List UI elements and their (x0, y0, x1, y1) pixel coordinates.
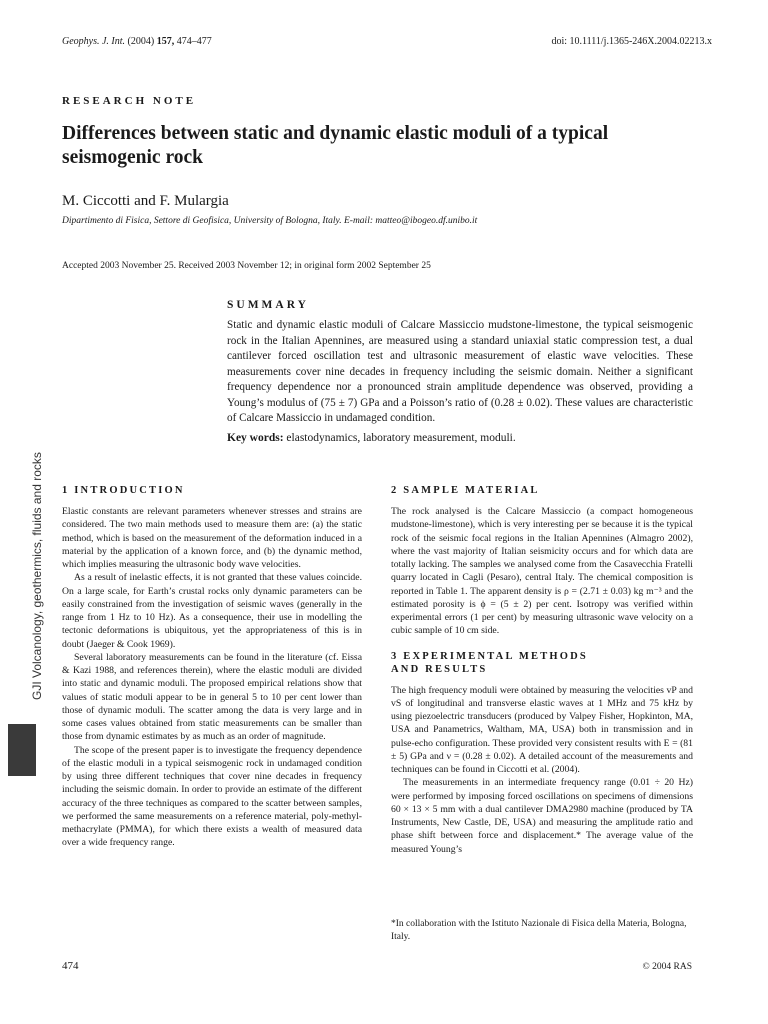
page-number: 474 (62, 960, 79, 972)
copyright: © 2004 RAS (642, 962, 692, 972)
sidebar-marker-block (8, 724, 36, 776)
running-header-citation (62, 36, 212, 47)
keywords (227, 432, 516, 444)
journal-name: Geophys. J. Int. (62, 36, 126, 47)
heading-methods-line-2: AND RESULTS (391, 663, 488, 675)
journal-volume: 157, (156, 36, 175, 47)
paper-title: Differences between static and dynamic elastic moduli of a typical seismogenic rock (62, 123, 609, 168)
summary-heading: SUMMARY (227, 299, 309, 311)
intro-paragraph-2: As a result of inelastic effects, it is not granted that these values coincide. On a large scale, for Earth’s crustal rocks only dynamic parameters can be easily constrained from the investigation of seismic waves (generally in the range from 1 Hz to 10 Hz). As a consequence, their use in modelling the tectonic deformations is ubiquitous, yet the appropriateness of this is in doubt (Jaeger & Cook 1969). (62, 572, 362, 650)
heading-methods-line-1: 3 EXPERIMENTAL METHODS (391, 650, 588, 662)
column-right (391, 484, 693, 856)
keywords-list: elastodynamics, laboratory measurement, moduli. (286, 432, 516, 444)
methods-paragraph-1: The high frequency moduli were obtained by measuring the velocities vP and vS of longitudinal and transverse elastic waves at 1 MHz and 75 kHz by using piezoelectric transducers (produced by Valpey Fisher, Hopkinton, MA, USA and Panametrics, Waltham, MA, USA) both in transmission and in pulse-echo configuration. These provided very consistent results with E = (81 ± 5) GPa and ν = (0.28 ± 0.02). A detailed account of the measurements and techniques can be found in Ciccotti et al. (2004). (391, 684, 693, 775)
intro-paragraph-3: Several laboratory measurements can be found in the literature (cf. Eissa & Kazi 1988, and references therein), where the elastic moduli are divided into static and dynamic moduli. The proposed empirical relations show that values of static moduli appear to be in general 5 to 10 per cent lower than those of dynamic moduli. The scatter among the data is very large and in some cases values obtained from static measurements can be smaller than those from dynamic estimates by as much as an order of magnitude. (62, 651, 362, 743)
intro-paragraph-4: The scope of the present paper is to investigate the frequency dependence of the elastic moduli in a typical seismogenic rock in undamaged condition by using three different techniques that cover nine decades in frequency including the seismic domain. In order to provide an estimate of the different accuracy of the three techniques as compared to the scatter between samples, we performed the same measurements on a reference material, poly-methyl-methacrylate (PMMA), for which there exists a wealth of measured data over a wide frequency range. (62, 744, 362, 849)
journal-pages: 474–477 (176, 36, 212, 47)
intro-paragraph-1: Elastic constants are relevant parameters whenever stresses and strains are considered. The two main methods used to measure them are: (a) the static method, which is based on the measurement of the deformation induced in a material by the application of a known force, and (b) the dynamic method, which implies measuring the ultrasonic body wave velocities. (62, 506, 362, 570)
heading-introduction: 1 INTRODUCTION (62, 485, 185, 496)
methods-paragraph-2: The measurements in an intermediate frequency range (0.01 ÷ 20 Hz) were performed by imposing forced oscillations on specimens of dimensions 60 × 13 × 5 mm with a dual cantilever DMA2980 machine (produced by TA Instruments, New Castle, DE, USA) and measuring the amplitude ratio and phase shift between force and displacement.* The average value of the measured Young’s (391, 777, 693, 855)
affiliation: Dipartimento di Fisica, Settore di Geofisica, University of Bologna, Italy. E-mail: matteo@ibogeo.df.unibo.it (62, 216, 478, 226)
column-left (62, 484, 362, 850)
authors: M. Ciccotti and F. Mulargia (62, 193, 229, 209)
footnote: *In collaboration with the Istituto Nazionale di Fisica della Materia, Bologna, Italy. (391, 919, 687, 942)
summary-body: Static and dynamic elastic moduli of Calcare Massiccio mudstone-limestone, the typical seismogenic rock in the Italian Apennines, are measured using a standard uniaxial static compression test, a dual cantilever forced oscillation test and ultrasonic measurement of elastic wave velocities. These measurements cover nine decades in frequency including the seismic domain. Neither a significant frequency dependence nor a pronounced strain amplitude dependence was observed, providing a Young’s modulus of (75 ± 7) GPa and a Poisson’s ratio of (0.28 ± 0.02). These values are characteristic of Calcare Massiccio in undamaged condition. (227, 319, 693, 424)
heading-sample-material: 2 SAMPLE MATERIAL (391, 485, 540, 496)
sample-paragraph: The rock analysed is the Calcare Massiccio (a compact homogeneous mudstone-limestone), which is very interesting per se because it is the typical rock of the seismic focal regions in the Italian Apennines (Almagro 2002), where the vast majority of Italian seismicity occurs and for which data are totally lacking. The samples we analysed come from the Casavecchia Fratelli quarry located in Cagli (Pesaro), central Italy. The chemical composition is reported in Table 1. The apparent density is ρ = (2.71 ± 0.03) kg m⁻³ and the estimated porosity is ϕ = (5 ± 2) per cent. Isotropy was verified within experimental errors (1 per cent) by measuring ultrasonic wave velocity on a cubic sample of 10 cm side. (391, 506, 693, 637)
section-label: RESEARCH NOTE (62, 95, 197, 107)
subject-sidebar-label: GJI Volcanology, geothermics, fluids and rocks (30, 452, 44, 700)
keywords-label: Key words: (227, 432, 284, 444)
journal-year: (2004) (127, 36, 155, 47)
submission-dates: Accepted 2003 November 25. Received 2003 November 12; in original form 2002 September 25 (62, 261, 431, 271)
heading-methods (391, 650, 693, 676)
doi-link[interactable]: doi: 10.1111/j.1365-246X.2004.02213.x (551, 36, 712, 47)
